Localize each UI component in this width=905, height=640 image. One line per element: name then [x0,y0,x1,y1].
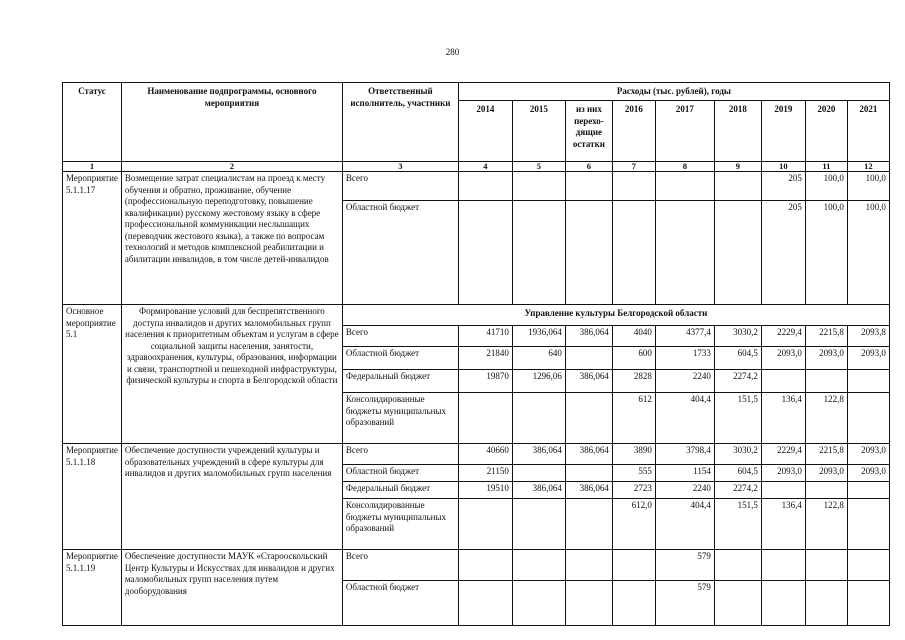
expense-value: 386,064 [512,444,565,465]
column-number: 7 [612,162,655,172]
row-status: Основное мероприятие 5.1 [63,305,122,444]
row-funding-source: Всего [342,550,458,581]
expense-value: 2229,4 [761,326,805,347]
header-year: 2019 [761,101,805,162]
column-number: 9 [714,162,761,172]
column-number: 2 [121,162,342,172]
header-expenses: Расходы (тыс. рублей), годы [458,83,889,101]
row-funding-source: Всего [342,444,458,465]
expense-value: 2093,0 [847,444,889,465]
header-name: Наименование подпрограммы, основного мероприятия [121,83,342,162]
header-year: 2015 [512,101,565,162]
expense-value: 2240 [655,482,714,499]
expense-value [458,393,512,444]
expense-value: 386,064 [565,482,612,499]
expense-value: 2215,8 [805,326,847,347]
header-status: Статус [63,83,122,162]
expense-value: 2828 [612,370,655,393]
column-number: 6 [565,162,612,172]
expense-value [847,550,889,581]
expense-value [655,201,714,305]
expense-value: 555 [612,465,655,482]
expense-value: 2093,8 [847,326,889,347]
expense-value [512,581,565,626]
expense-value: 612 [612,393,655,444]
header-year: 2018 [714,101,761,162]
column-number: 4 [458,162,512,172]
column-number: 5 [512,162,565,172]
expense-value [565,172,612,201]
expense-value: 386,064 [512,482,565,499]
header-year: 2020 [805,101,847,162]
expense-value [458,172,512,201]
expense-value: 2093,0 [761,465,805,482]
expense-value: 386,064 [565,326,612,347]
row-funding-source: Областной бюджет [342,347,458,370]
row-name: Возмещение затрат специалистам на проезд к месту обучения и обратно, проживание, обучение (профессиональную переподготовку, повышение квалификации) русскому жестовому языку в сфере профессиональной коммуникации неслышащих (переводчик жестового языка), а также по вопросам технологий и методов комплексной реабилитации и абилитации инвалидов, в том числе детей-инвалидов [121,172,342,305]
expense-value: 100,0 [847,201,889,305]
expense-value: 19870 [458,370,512,393]
expense-value: 612,0 [612,499,655,550]
expense-value: 21840 [458,347,512,370]
header-year: 2014 [458,101,512,162]
expense-value [512,499,565,550]
expense-value: 19510 [458,482,512,499]
row-funding-source: Консолидированные бюджеты муниципальных образований [342,393,458,444]
expense-value [565,465,612,482]
header-year: из них перехо-дящие остатки [565,101,612,162]
row-status: Мероприятие 5.1.1.18 [63,444,122,550]
expense-value [847,482,889,499]
expense-value [847,581,889,626]
column-number: 12 [847,162,889,172]
expense-value: 404,4 [655,393,714,444]
expense-value: 3030,2 [714,326,761,347]
header-executor: Ответственный исполнитель, участники [342,83,458,162]
expense-value [847,370,889,393]
expense-value: 604,5 [714,347,761,370]
expense-value [714,550,761,581]
expense-value [714,581,761,626]
expense-value: 205 [761,201,805,305]
expense-value [512,550,565,581]
column-number: 8 [655,162,714,172]
expense-value: 3030,2 [714,444,761,465]
expense-value: 386,064 [565,444,612,465]
expense-value: 1936,064 [512,326,565,347]
expense-value [565,201,612,305]
expense-value: 151,5 [714,393,761,444]
expense-value: 151,5 [714,499,761,550]
expense-value: 122,8 [805,393,847,444]
expense-value [714,201,761,305]
expense-value: 640 [512,347,565,370]
expense-value: 136,4 [761,393,805,444]
expense-value: 136,4 [761,499,805,550]
expense-value [565,499,612,550]
page-number: 280 [445,47,460,57]
expense-value: 2093,0 [805,465,847,482]
expense-value [512,172,565,201]
expense-value: 100,0 [805,201,847,305]
expense-value: 604,5 [714,465,761,482]
expense-value: 1733 [655,347,714,370]
row-funding-source: Всего [342,326,458,347]
expense-value [565,393,612,444]
expense-value [612,201,655,305]
row-status: Мероприятие 5.1.1.19 [63,550,122,626]
expense-value [805,581,847,626]
expense-value: 2723 [612,482,655,499]
row-name: Обеспечение доступности учреждений культуры и образовательных учреждений в сфере культуры для инвалидов и других маломобильных групп населения [121,444,342,550]
expense-value: 2274,2 [714,370,761,393]
row-status: Мероприятие 5.1.1.17 [63,172,122,305]
expense-value [512,201,565,305]
expense-value: 3798,4 [655,444,714,465]
expense-value: 100,0 [805,172,847,201]
expense-value [761,370,805,393]
expense-value: 100,0 [847,172,889,201]
expense-value [761,550,805,581]
expense-value: 2093,0 [805,347,847,370]
expense-value: 2215,8 [805,444,847,465]
expense-value: 2093,0 [761,347,805,370]
row-name: Формирование условий для беспрепятственного доступа инвалидов и других маломобильных групп населения к приоритетным объектам и услугам в сфере социальной защиты населения, занятости, здравоохранения, культуры, образования, информации и связи, транспортной и пешеходной инфраструктуры, физической культуры и спорта в Белгородской области [121,305,342,444]
expense-value [612,172,655,201]
expense-value [847,393,889,444]
expense-value [458,581,512,626]
row-funding-source: Областной бюджет [342,465,458,482]
expense-value: 40660 [458,444,512,465]
row-funding-source: Всего [342,172,458,201]
header-year: 2017 [655,101,714,162]
row-funding-source: Федеральный бюджет [342,370,458,393]
expense-value: 2093,0 [847,347,889,370]
expense-value: 122,8 [805,499,847,550]
expense-value: 386,064 [565,370,612,393]
expense-value: 21150 [458,465,512,482]
expense-value [458,550,512,581]
expense-value: 2274,2 [714,482,761,499]
expense-value: 579 [655,550,714,581]
expense-value: 600 [612,347,655,370]
expense-value: 41710 [458,326,512,347]
row-funding-source: Федеральный бюджет [342,482,458,499]
expense-value [761,581,805,626]
expense-value [512,393,565,444]
expense-value [612,581,655,626]
expense-value: 4377,4 [655,326,714,347]
expense-value: 579 [655,581,714,626]
row-funding-source: Консолидированные бюджеты муниципальных образований [342,499,458,550]
expense-value [512,465,565,482]
subheader-agency: Управление культуры Белгородской области [342,305,889,326]
expense-value: 3890 [612,444,655,465]
expense-value [805,370,847,393]
expense-value [714,172,761,201]
expense-value [847,499,889,550]
expense-value [458,499,512,550]
expense-value: 2240 [655,370,714,393]
row-name: Обеспечение доступности МАУК «Старооскольский Центр Культуры и Искусствах для инвалидов и других маломобильных групп населения путем дооборудования [121,550,342,626]
column-number: 11 [805,162,847,172]
expense-value [565,581,612,626]
expense-value [805,550,847,581]
expense-value [655,172,714,201]
expense-value: 205 [761,172,805,201]
column-number: 10 [761,162,805,172]
expense-value [565,347,612,370]
column-number: 1 [63,162,122,172]
expense-value [761,482,805,499]
column-number: 3 [342,162,458,172]
expense-value: 2229,4 [761,444,805,465]
row-funding-source: Областной бюджет [342,581,458,626]
expense-value: 2093,0 [847,465,889,482]
header-year: 2021 [847,101,889,162]
expense-value [458,201,512,305]
expense-value: 4040 [612,326,655,347]
header-year: 2016 [612,101,655,162]
expense-value [565,550,612,581]
expense-value: 404,4 [655,499,714,550]
expense-value: 1154 [655,465,714,482]
expense-value [805,482,847,499]
expense-value: 1296,06 [512,370,565,393]
expense-value [612,550,655,581]
expenses-table [62,82,890,626]
row-funding-source: Областной бюджет [342,201,458,305]
